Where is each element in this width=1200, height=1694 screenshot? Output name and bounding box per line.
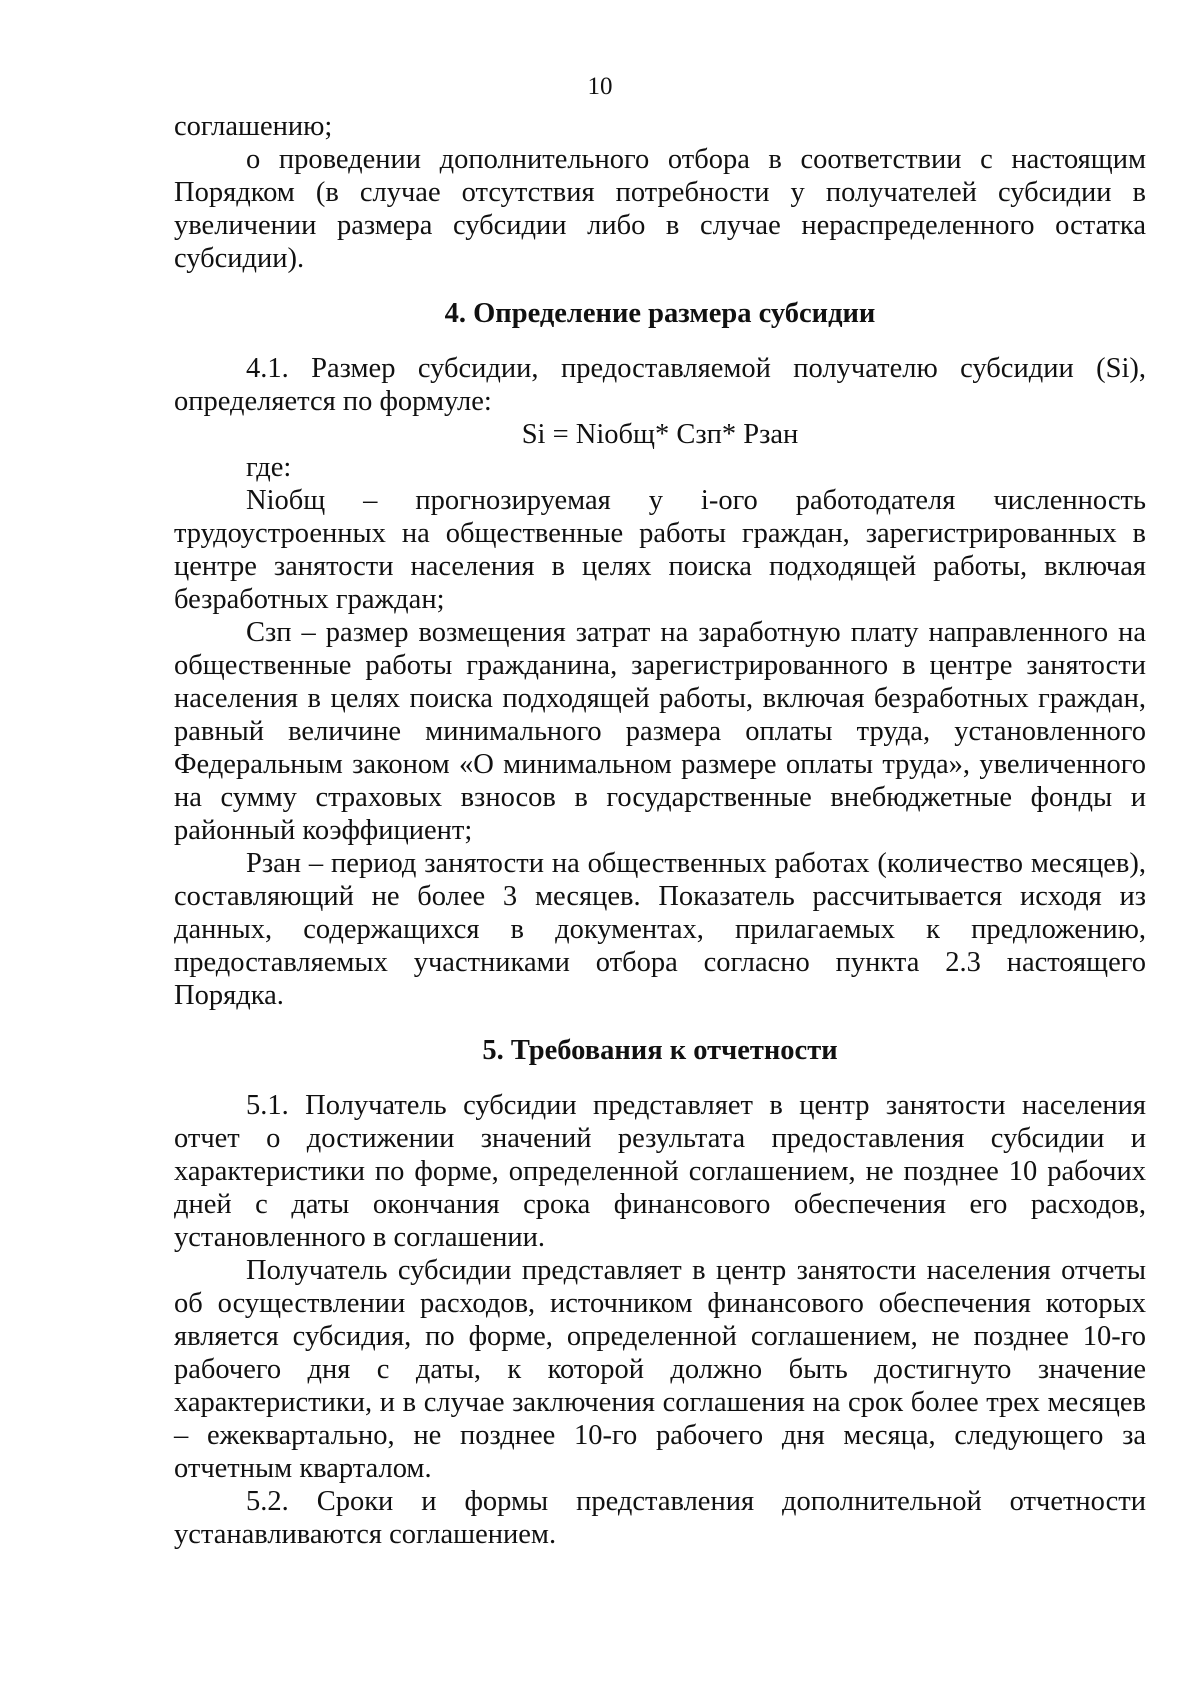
document-body	[174, 110, 1146, 1551]
definition-rzan: Рзан – период занятости на общественных работах (количество месяцев), составляющий не более 3 месяцев. Показатель рассчитывается исходя из данных, содержащихся в документах, прилагаемых к предложению, предоставляемых участниками отбора согласно пункта 2.3 настоящего Порядка.	[174, 848, 1146, 1011]
paragraph-additional-selection: о проведении дополнительного отбора в соответствии с настоящим Порядком (в случае отсутствия потребности у получателей субсидии в увеличении размера субсидии либо в случае нераспределенного остатка субсидии).	[174, 144, 1146, 274]
subsidy-formula: Si = Niобщ* Сзп* Рзан	[521, 419, 799, 450]
paragraph-5-1: 5.1. Получатель субсидии представляет в центр занятости населения отчет о достижении значений результата предоставления субсидии и характеристики по форме, определенной соглашением, не позднее 10 рабочих дней с даты окончания срока финансового обеспечения его расходов, установленного в соглашении.	[174, 1090, 1146, 1253]
paragraph-5-2: 5.2. Сроки и формы представления дополнительной отчетности устанавливаются соглашением.	[174, 1486, 1146, 1550]
page-number: 10	[587, 73, 613, 100]
paragraph-5-1-reports: Получатель субсидии представляет в центр занятости населения отчеты об осуществлении расходов, источником финансового обеспечения которых является субсидия, по форме, определенной соглашением, не позднее 10-го рабочего дня с даты, к которой должно быть достигнуто значение характеристики, и в случае заключения соглашения на срок более трех месяцев – ежеквартально, не позднее 10-го рабочего дня месяца, следующего за отчетным кварталом.	[174, 1255, 1146, 1484]
section-heading-4: 4. Определение размера субсидии	[444, 298, 876, 329]
definition-niobsh: Niобщ – прогнозируемая у i-ого работодателя численность трудоустроенных на общественные работы граждан, зарегистрированных в центре занятости населения в целях поиска подходящей работы, включая безработных граждан;	[174, 485, 1146, 615]
paragraph-continuation: соглашению;	[174, 111, 333, 142]
definition-szp: Сзп – размер возмещения затрат на заработную плату направленного на общественные работы гражданина, зарегистрированного в центре занятости населения в целях поиска подходящей работы, включая безработных граждан, равный величине минимального размера оплаты труда, установленного Федеральным законом «О минимальном размере оплаты труда», увеличенного на сумму страховых взносов в государственные внебюджетные фонды и районный коэффициент;	[174, 617, 1146, 846]
paragraph-where: где:	[246, 452, 292, 483]
section-heading-5: 5. Требования к отчетности	[482, 1035, 838, 1066]
paragraph-4-1: 4.1. Размер субсидии, предоставляемой получателю субсидии (Si), определяется по формуле:	[174, 353, 1146, 417]
